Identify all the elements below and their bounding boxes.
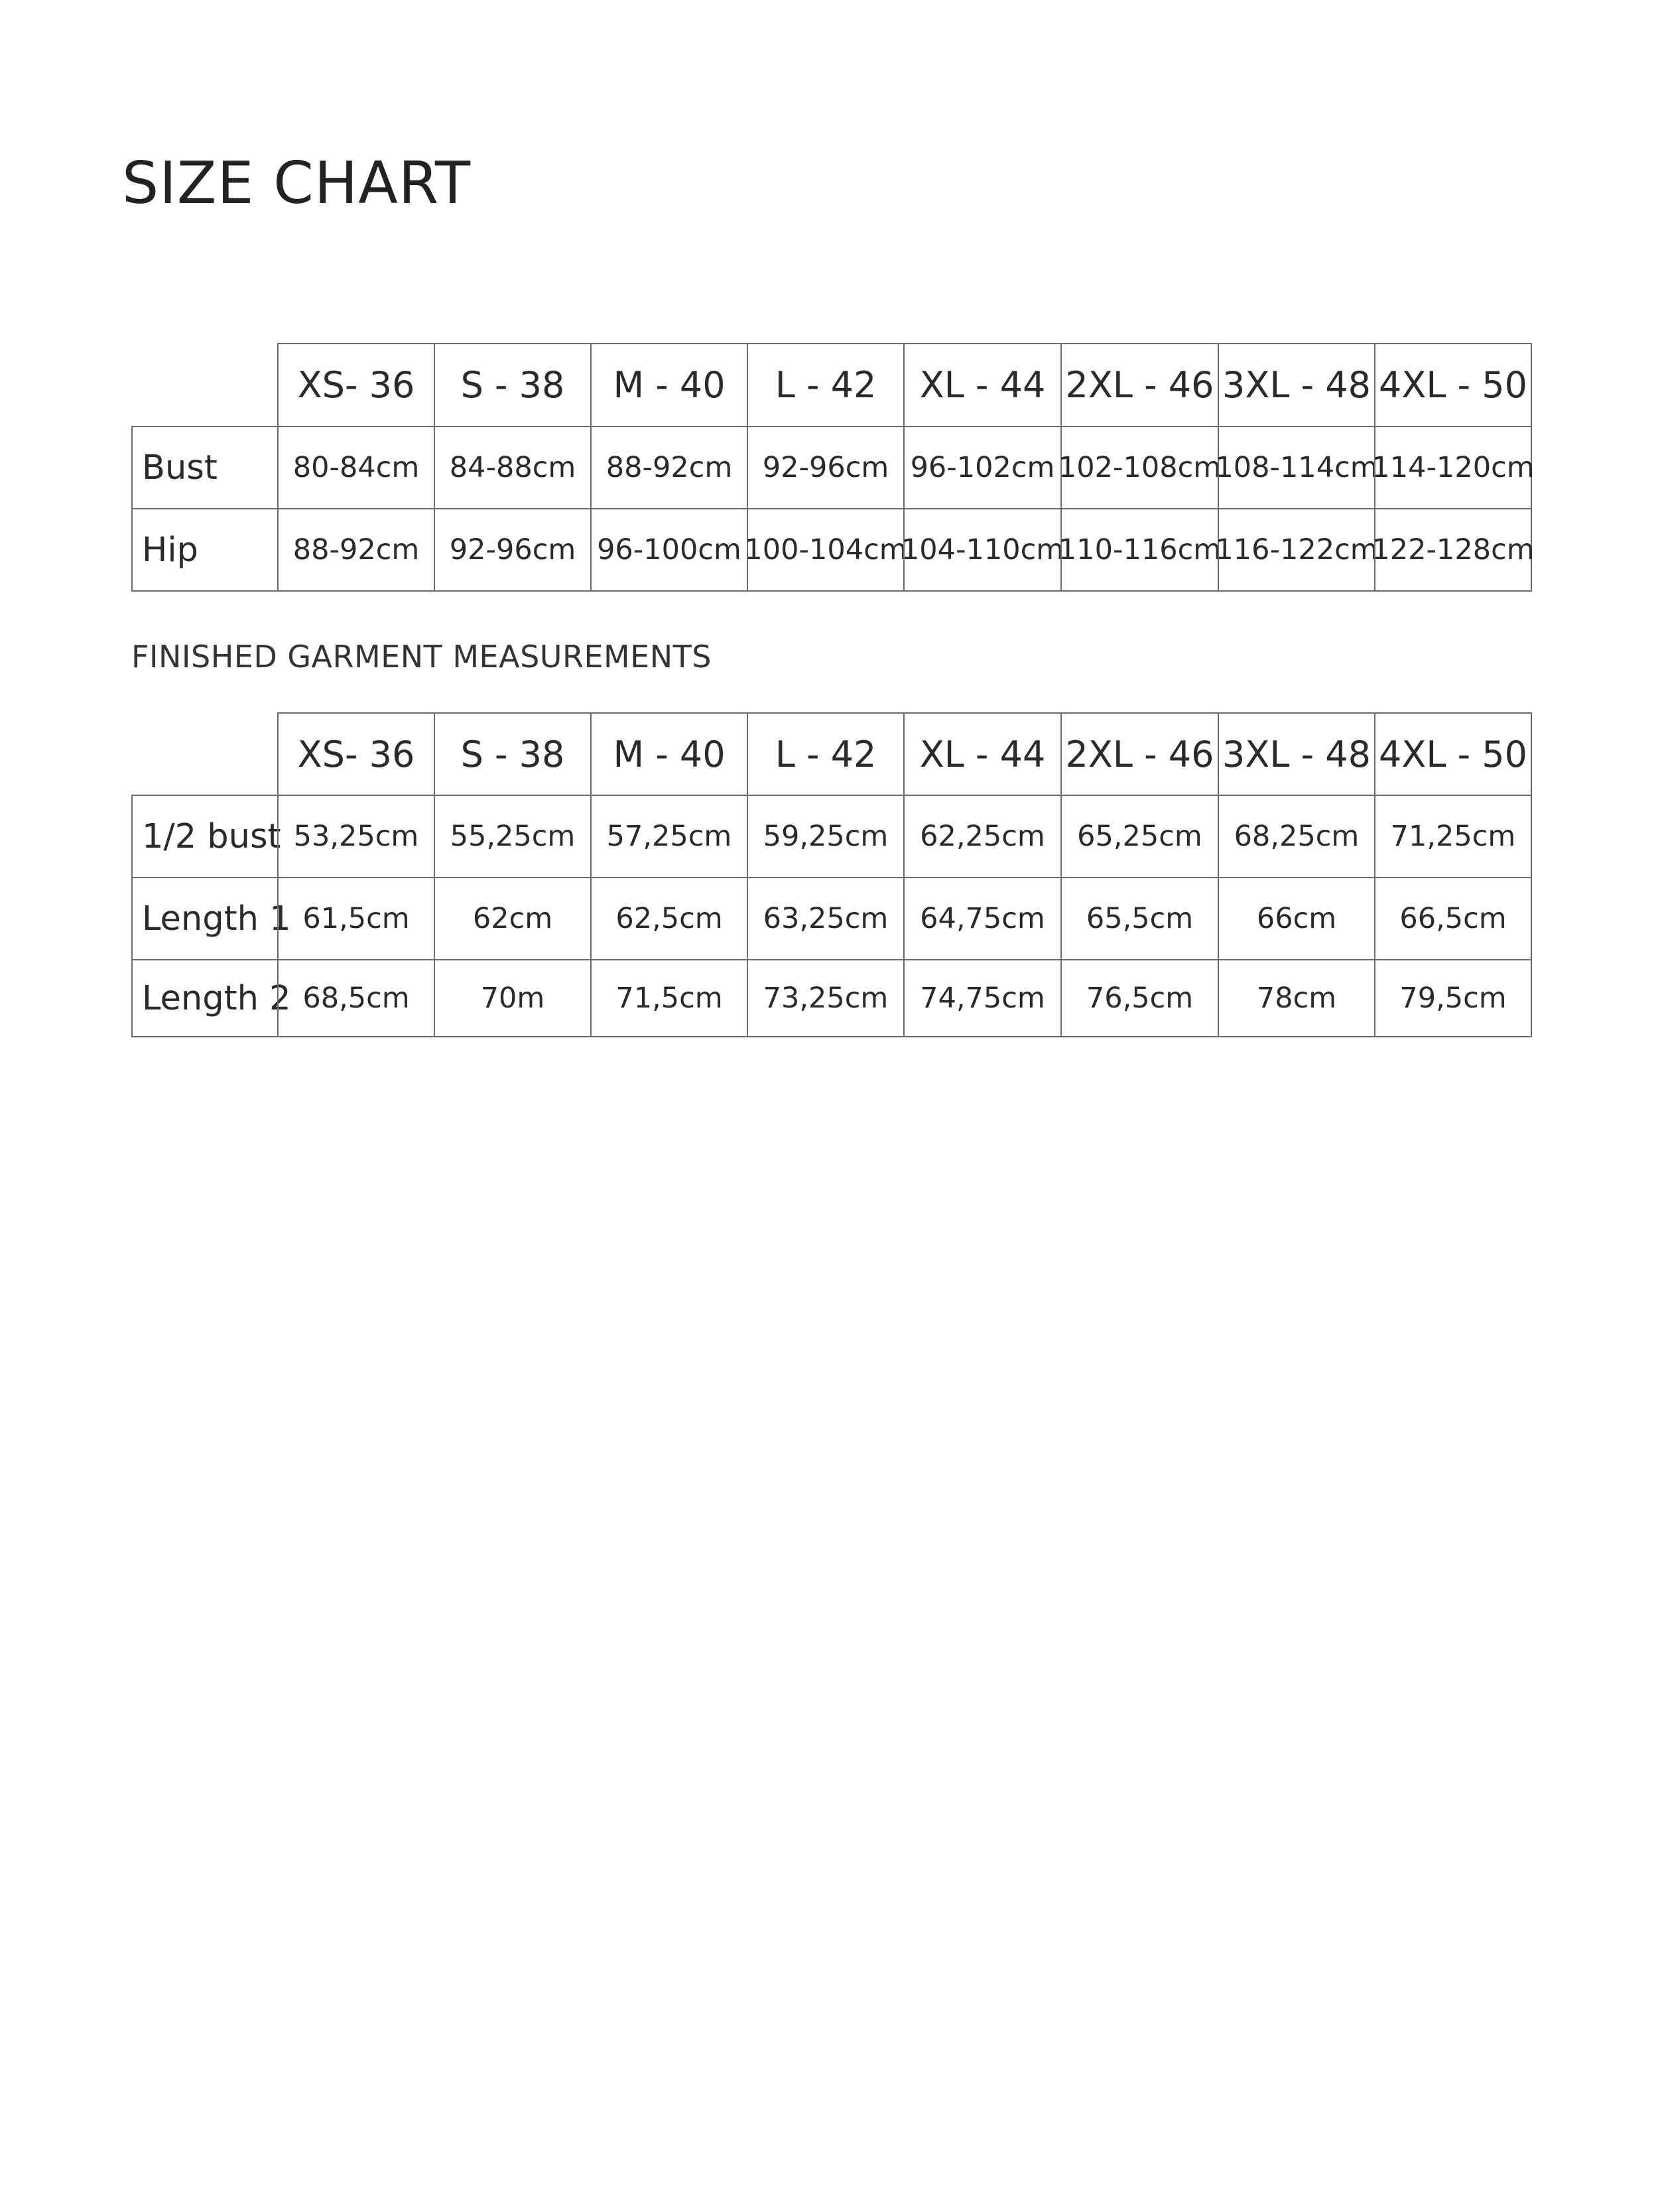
table-cell: 57,25cm xyxy=(590,795,748,878)
column-header: L - 42 xyxy=(747,343,905,427)
column-header: M - 40 xyxy=(590,712,748,796)
table-cell: 55,25cm xyxy=(434,795,592,878)
column-header: M - 40 xyxy=(590,343,748,427)
column-header: XS- 36 xyxy=(277,712,435,796)
table-cell: 62,25cm xyxy=(903,795,1062,878)
table-cell: 71,25cm xyxy=(1374,795,1532,878)
table-cell: 53,25cm xyxy=(277,795,435,878)
table-cell: 84-88cm xyxy=(434,426,592,509)
column-header: 3XL - 48 xyxy=(1218,343,1375,427)
table-cell: 122-128cm xyxy=(1374,508,1532,592)
column-header: XL - 44 xyxy=(903,343,1062,427)
row-label: 1/2 bust xyxy=(131,795,279,878)
column-header: 2XL - 46 xyxy=(1060,712,1219,796)
section-title: FINISHED GARMENT MEASUREMENTS xyxy=(131,639,712,675)
table-cell: 64,75cm xyxy=(903,877,1062,960)
page-title: SIZE CHART xyxy=(122,149,472,217)
table-cell: 71,5cm xyxy=(590,959,748,1037)
table-cell: 114-120cm xyxy=(1374,426,1532,509)
table-cell: 92-96cm xyxy=(434,508,592,592)
table-cell: 63,25cm xyxy=(747,877,905,960)
column-header: L - 42 xyxy=(747,712,905,796)
column-header: 2XL - 46 xyxy=(1060,343,1219,427)
table-cell: 65,25cm xyxy=(1060,795,1219,878)
table-cell: 73,25cm xyxy=(747,959,905,1037)
table-cell: 96-102cm xyxy=(903,426,1062,509)
table-cell: 68,5cm xyxy=(277,959,435,1037)
table-cell: 66cm xyxy=(1218,877,1375,960)
table-cell: 79,5cm xyxy=(1374,959,1532,1037)
table-cell: 61,5cm xyxy=(277,877,435,960)
table-cell: 59,25cm xyxy=(747,795,905,878)
row-label: Length 1 xyxy=(131,877,279,960)
column-header: 3XL - 48 xyxy=(1218,712,1375,796)
column-header: 4XL - 50 xyxy=(1374,343,1532,427)
row-label: Length 2 xyxy=(131,959,279,1037)
table-cell: 76,5cm xyxy=(1060,959,1219,1037)
table-cell: 92-96cm xyxy=(747,426,905,509)
table-cell: 102-108cm xyxy=(1060,426,1219,509)
column-header: S - 38 xyxy=(434,343,592,427)
column-header: 4XL - 50 xyxy=(1374,712,1532,796)
table-cell: 100-104cm xyxy=(747,508,905,592)
table-cell: 88-92cm xyxy=(277,508,435,592)
table-cell: 110-116cm xyxy=(1060,508,1219,592)
column-header: S - 38 xyxy=(434,712,592,796)
table-cell: 62,5cm xyxy=(590,877,748,960)
table-cell: 108-114cm xyxy=(1218,426,1375,509)
table-cell: 66,5cm xyxy=(1374,877,1532,960)
table-cell: 78cm xyxy=(1218,959,1375,1037)
table-cell: 68,25cm xyxy=(1218,795,1375,878)
row-label: Hip xyxy=(131,508,279,592)
table-cell: 80-84cm xyxy=(277,426,435,509)
table-cell: 88-92cm xyxy=(590,426,748,509)
table-cell: 104-110cm xyxy=(903,508,1062,592)
row-label: Bust xyxy=(131,426,279,509)
table-cell: 74,75cm xyxy=(903,959,1062,1037)
table-cell: 70m xyxy=(434,959,592,1037)
table-cell: 62cm xyxy=(434,877,592,960)
table-cell: 96-100cm xyxy=(590,508,748,592)
column-header: XS- 36 xyxy=(277,343,435,427)
table-cell: 116-122cm xyxy=(1218,508,1375,592)
table-cell: 65,5cm xyxy=(1060,877,1219,960)
column-header: XL - 44 xyxy=(903,712,1062,796)
